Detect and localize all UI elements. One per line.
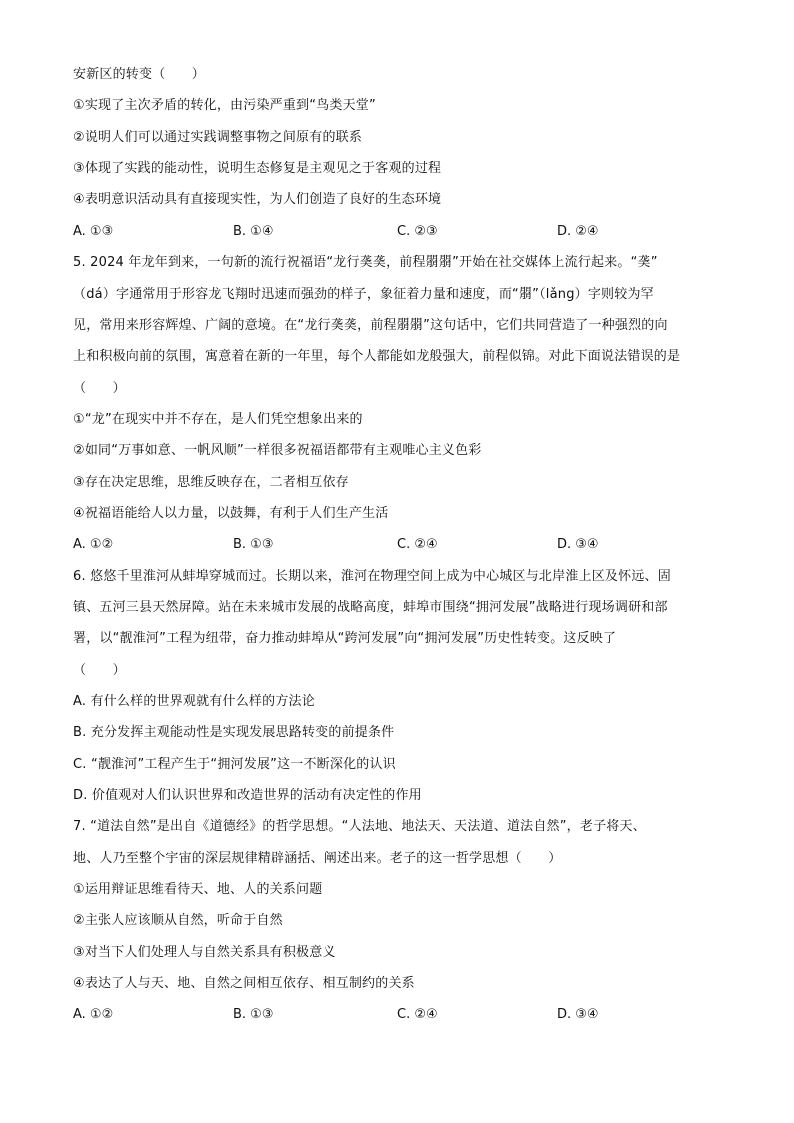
q7-item-4: ④表达了人与天、地、自然之间相互依存、相互制约的关系 [73,976,415,991]
q4-item-4: ④表明意识活动具有直接现实性，为人们创造了良好的生态环境 [73,192,442,207]
q7-item-2: ②主张人应该顺从自然，听命于自然 [73,913,283,928]
q5-option-d: D. ③④ [557,537,599,552]
q7-option-c: C. ②④ [397,1007,438,1022]
q5-stem-line-2: （dá）字通常用于形容龙飞翔时迅速而强劲的样子，象征着力量和速度，而“朤”（lǎng）字则较为罕 [73,287,654,302]
q5-stem-line-3: 见，常用来形容辉煌、广阔的意境。在“龙行䶮䶮，前程朤朤”这句话中，它们共同营造了一种强烈的向 [73,318,668,333]
q5-stem-line-4: 上和积极向前的氛围，寓意着在新的一年里，每个人都能如龙般强大，前程似锦。对此下面说法错误的是 [73,349,681,364]
q4-option-a: A. ①③ [73,224,114,239]
q6-stem-line-2: 镇、五河三县天然屏障。站在未来城市发展的战略高度，蚌埠市围绕“拥河发展”战略进行现场调研和部 [73,600,668,615]
q6-choice-a: A. 有什么样的世界观就有什么样的方法论 [73,694,315,709]
q5-stem-line-5: （ ） [73,381,126,396]
q5-stem-line-1: 5. 2024 年龙年到来，一句新的流行祝福语“龙行䶮䶮，前程朤朤”开始在社交媒体上流行起来。“䶮” [73,255,658,270]
q7-stem-line-2: 地、人乃至整个宇宙的深层规律精辟涵括、阐述出来。老子的这一哲学思想（ ） [73,851,562,866]
q5-item-4: ④祝福语能给人以力量，以鼓舞，有利于人们生产生活 [73,506,389,521]
q5-option-c: C. ②④ [397,537,438,552]
q4-item-2: ②说明人们可以通过实践调整事物之间原有的联系 [73,130,363,145]
q7-option-b: B. ①③ [233,1007,274,1022]
q7-option-a: A. ①② [73,1007,114,1022]
q4-item-1: ①实现了主次矛盾的转化，由污染严重到“鸟类天堂” [73,98,376,113]
q4-option-b: B. ①④ [233,224,274,239]
q6-stem-line-1: 6. 悠悠千里淮河从蚌埠穿城而过。长期以来，淮河在物理空间上成为中心城区与北岸淮上区及怀远、固 [73,569,671,584]
q5-option-a: A. ①② [73,537,114,552]
q5-item-3: ③存在决定思维，思维反映存在，二者相互依存 [73,475,349,490]
q6-stem-line-3: 署，以“靓淮河”工程为纽带，奋力推动蚌埠从“跨河发展”向“拥河发展”历史性转变。这反映了 [73,631,617,646]
q5-option-b: B. ①③ [233,537,274,552]
q7-stem-line-1: 7. “道法自然”是出自《道德经》的哲学思想。“人法地、地法天、天法道、道法自然”，老子将天、 [73,819,646,834]
q5-item-1: ①“龙”在现实中并不存在，是人们凭空想象出来的 [73,412,363,427]
q7-item-3: ③对当下人们处理人与自然关系具有积极意义 [73,945,336,960]
q7-option-d: D. ③④ [557,1007,599,1022]
q6-choice-c: C. “靓淮河”工程产生于“拥河发展”这一不断深化的认识 [73,757,396,772]
q6-choice-d: D. 价值观对人们认识世界和改造世界的活动有决定性的作用 [73,788,422,803]
q6-choice-b: B. 充分发挥主观能动性是实现发展思路转变的前提条件 [73,725,395,740]
q7-item-1: ①运用辩证思维看待天、地、人的关系问题 [73,882,323,897]
q4-stem-tail: 安新区的转变（ ） [73,67,206,82]
q4-option-c: C. ②③ [397,224,438,239]
q6-stem-line-4: （ ） [73,663,126,678]
q4-item-3: ③体现了实践的能动性，说明生态修复是主观见之于客观的过程 [73,161,442,176]
q5-item-2: ②如同“万事如意、一帆风顺”一样很多祝福语都带有主观唯心主义色彩 [73,443,482,458]
q4-option-d: D. ②④ [557,224,599,239]
